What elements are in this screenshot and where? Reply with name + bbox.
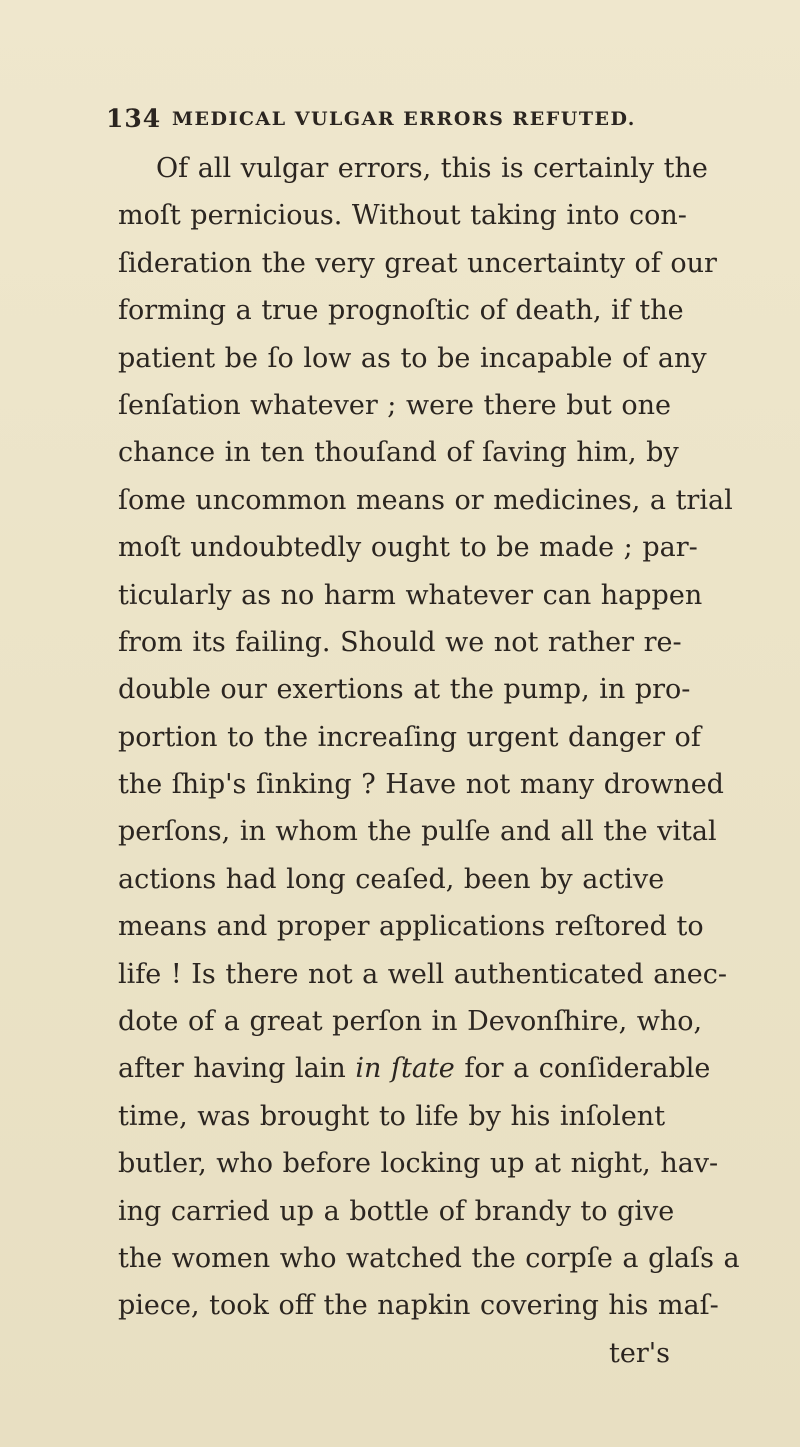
running-head: MEDICAL VULGAR ERRORS REFUTED. (172, 108, 636, 130)
page-number: 134 (106, 104, 162, 133)
text-line: patient be ſo low as to be incapable of any (118, 342, 707, 374)
text-line: ſideration the very great uncertainty of our (118, 247, 717, 279)
text-line (118, 1045, 711, 1092)
text-line: portion to the increaſing urgent danger of (118, 721, 701, 753)
text-line: from its failing. Should we not rather re- (118, 626, 682, 658)
text-line: actions had long ceaſed, been by active (118, 863, 665, 895)
page-header (106, 104, 706, 144)
text-line: ticularly as no harm whatever can happen (118, 579, 703, 611)
text-line: life ! Is there not a well authenticated anec- (118, 958, 727, 990)
text-line: the women who watched the corpſe a glaſs a (118, 1242, 740, 1274)
text-line: means and proper applications reſtored to (118, 911, 704, 943)
text-line: forming a true prognoſtic of death, if the (118, 295, 684, 327)
text-line: ſenſation whatever ; were there but one (118, 389, 671, 421)
text-line: Of all vulgar errors, this is certainly the (156, 153, 708, 184)
text-line: time, was brought to life by his inſolent (118, 1100, 666, 1132)
text-line: piece, took off the napkin covering his maſ- (118, 1290, 719, 1322)
text-segment: for a conſiderable (454, 1053, 711, 1085)
text-line: double our exertions at the pump, in pro- (118, 674, 691, 706)
text-line: perſons, in whom the pulſe and all the vital (118, 816, 717, 848)
text-line: the ſhip's ſinking ? Have not many drowned (118, 769, 724, 801)
text-line: butler, who before locking up at night, hav- (118, 1148, 719, 1180)
text-line: moſt pernicious. Without taking into con- (118, 200, 687, 232)
text-segment: after having lain (118, 1053, 356, 1085)
text-line: moſt undoubtedly ought to be made ; par- (118, 532, 698, 564)
text-line: ing carried up a bottle of brandy to give (118, 1195, 675, 1227)
text-line: dote of a great perſon in Devonſhire, who, (118, 1006, 703, 1038)
catchword: ter's (608, 1337, 670, 1369)
text-line: chance in ten thouſand of ſaving him, by (118, 437, 679, 469)
text-line: ſome uncommon means or medicines, a trial (118, 484, 733, 516)
italic-phrase: in ſtate (355, 1053, 455, 1085)
body-text (118, 145, 740, 1377)
